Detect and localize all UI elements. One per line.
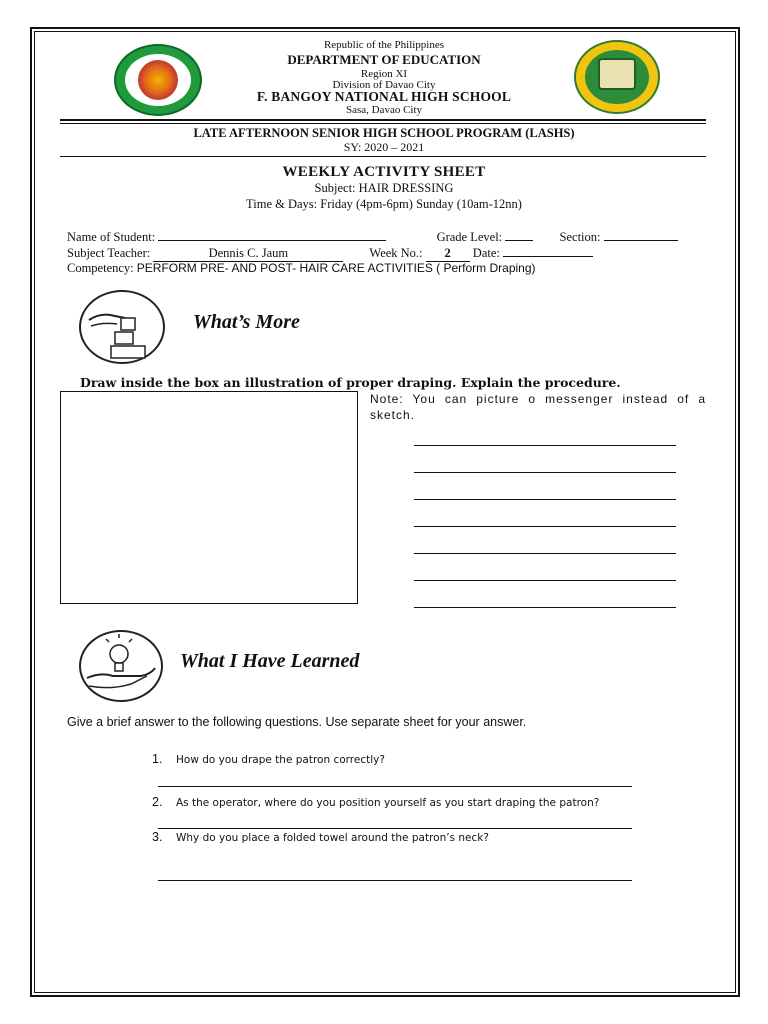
department-text: DEPARTMENT OF EDUCATION	[287, 52, 481, 67]
learned-instruction: Give a brief answer to the following questions. Use separate sheet for your answer.	[67, 715, 527, 729]
question-1-text: How do you drape the patron correctly?	[176, 754, 385, 766]
section-field[interactable]	[604, 229, 678, 241]
answer-line-6[interactable]	[414, 580, 676, 581]
question-3-number: 3.	[152, 830, 163, 844]
question-1-number: 1.	[152, 752, 163, 766]
question-2-number: 2.	[152, 795, 163, 809]
program-divider	[60, 156, 706, 157]
answer-line-7[interactable]	[414, 607, 676, 608]
section-label: Section:	[559, 230, 601, 244]
teacher-field[interactable]: Dennis C. Jaum	[153, 246, 343, 262]
header-divider-thick	[60, 119, 706, 121]
school-address: Sasa, Davao City	[345, 104, 423, 116]
question-3-text: Why do you place a folded towel around the patron’s neck?	[176, 832, 489, 844]
competency-value: PERFORM PRE- AND POST- HAIR CARE ACTIVITIES ( Perform Draping)	[136, 261, 536, 275]
answer-line-5[interactable]	[414, 553, 676, 554]
drawing-box[interactable]	[60, 391, 358, 604]
answer-line-4[interactable]	[414, 526, 676, 527]
name-label: Name of Student:	[67, 230, 156, 244]
question-2-text: As the operator, where do you position yourself as you start draping the patron?	[176, 797, 600, 809]
subject-line: Subject: HAIR DRESSING	[314, 181, 454, 195]
name-field[interactable]	[158, 229, 386, 241]
grade-field[interactable]	[505, 229, 533, 241]
question-1-answer-line[interactable]	[158, 786, 632, 787]
teacher-info-row	[67, 245, 593, 262]
republic-text: Republic of the Philippines	[323, 39, 445, 51]
lightbulb-hand-icon	[79, 630, 163, 702]
answer-line-3[interactable]	[414, 499, 676, 500]
whats-more-title: What’s More	[193, 311, 300, 333]
hand-blocks-icon	[79, 290, 165, 364]
time-days-line: Time & Days: Friday (4pm-6pm) Sunday (10am-12nn)	[246, 197, 522, 211]
header-divider-thin	[60, 123, 706, 124]
date-field[interactable]	[503, 245, 593, 257]
question-3-answer-line[interactable]	[158, 880, 632, 881]
date-label: Date:	[472, 246, 500, 260]
competency-row	[67, 261, 536, 276]
note-text: Note: You can picture o messenger instead of a sketch.	[370, 392, 706, 422]
learned-title: What I Have Learned	[180, 650, 360, 672]
grade-label: Grade Level:	[436, 230, 503, 244]
school-year: SY: 2020 – 2021	[343, 140, 425, 154]
competency-label: Competency:	[67, 261, 134, 275]
school-name: F. BANGOY NATIONAL HIGH SCHOOL	[256, 89, 512, 104]
week-label: Week No.:	[369, 246, 423, 260]
program-title: LATE AFTERNOON SENIOR HIGH SCHOOL PROGRAM (LASHS)	[193, 126, 575, 140]
teacher-label: Subject Teacher:	[67, 246, 151, 260]
student-info-row	[67, 229, 678, 245]
answer-line-1[interactable]	[414, 445, 676, 446]
region-text: Region XI	[360, 68, 408, 80]
drawing-instruction: Draw inside the box an illustration of proper draping. Explain the procedure.	[80, 375, 621, 390]
question-2-answer-line[interactable]	[158, 828, 632, 829]
division-text: Division of Davao City	[332, 79, 436, 91]
sheet-title: WEEKLY ACTIVITY SHEET	[282, 164, 486, 180]
answer-line-2[interactable]	[414, 472, 676, 473]
week-field[interactable]: 2	[426, 246, 470, 262]
